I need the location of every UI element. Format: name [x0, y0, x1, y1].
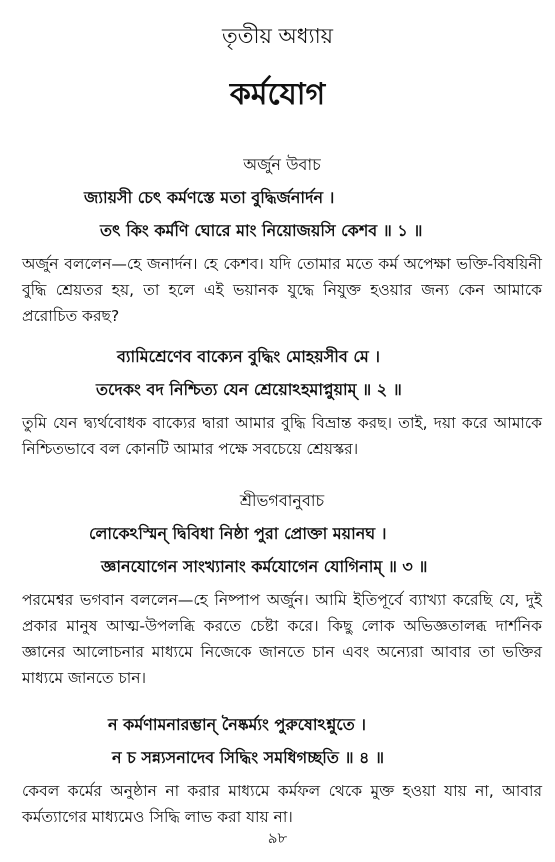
verse-line: জ্যায়সী চেৎ কর্মণস্তে মতা বুদ্ধির্জনার্দন ।	[84, 188, 335, 207]
verse-line: ন চ সন্ন্যসনাদেব সিদ্ধিং সমধিগচ্ছতি ॥ ৪ ॥	[112, 748, 385, 767]
verse-line: জ্ঞানযোগেন সাংখ্যানাং কর্মযোগেন যোগিনাম্ ॥ ৩ ॥	[101, 557, 428, 576]
chapter-title: কর্মযোগ	[229, 77, 326, 112]
verse-line: ন কর্মণামনারম্ভান্ নৈষ্কর্ম্যং পুরুষোঽশ্নুতে ।	[108, 715, 367, 734]
speaker-label: শ্রীভগবানুবাচ	[239, 491, 325, 510]
speaker-label: অর্জুন উবাচ	[243, 155, 321, 174]
verse-line: লোকেঽস্মিন্ দ্বিবিধা নিষ্ঠা পুরা প্রোক্তা ময়ানঘ ।	[89, 524, 387, 543]
verse-section-3	[22, 488, 542, 691]
translation-paragraph: পরমেশ্বর ভগবান বললেন—হে নিষ্পাপ অর্জুন। আমি ইতিপূর্বে ব্যাখ্যা করেছি যে, দুই প্রকার মানুষ আত্ম-উপলব্ধি করতে চেষ্টা করে। কিছু লোক অভিজ্ঞতালব্ধ দার্শনিক জ্ঞানের আলোচনার মাধ্যমে নিজেকে জানতে চান এবং অন্যেরা আবার তা ভক্তির মাধ্যমে জানতে চান।	[22, 591, 542, 687]
verse-section-2	[22, 344, 542, 462]
verse-line: তদেকং বদ নিশ্চিত্য যেন শ্রেয়োঽহমাপ্নুয়াম্ ॥ ২ ॥	[96, 380, 402, 399]
translation-paragraph: কেবল কর্মের অনুষ্ঠান না করার মাধ্যমে কর্মফল থেকে মুক্ত হওয়া যায় না, আবার কর্মত্যাগের মাধ্যমেও সিদ্ধি লাভ করা যায় না।	[22, 782, 542, 826]
chapter-heading: তৃতীয় অধ্যায়	[221, 24, 334, 48]
verse-section-4	[22, 712, 542, 830]
verse-section-1	[22, 152, 542, 329]
verse-line: তৎ কিং কর্মণি ঘোরে মাং নিয়োজয়সি কেশব ॥ ১ ॥	[100, 221, 423, 240]
page-number: ৯৮	[267, 829, 288, 847]
translation-paragraph: তুমি যেন দ্ব্যর্থবোধক বাক্যের দ্বারা আমার বুদ্ধি বিভ্রান্ত করছ। তাই, দয়া করে আমাকে নিশ্চিতভাবে বল কোনটি আমার পক্ষে সবচেয়ে শ্রেয়স্কর।	[22, 414, 542, 458]
translation-paragraph: অর্জুন বললেন—হে জনার্দন। হে কেশব। যদি তোমার মতে কর্ম অপেক্ষা ভক্তি-বিষয়িনী বুদ্ধি শ্রেয়তর হয়, তা হলে এই ভয়ানক যুদ্ধে নিযুক্ত হওয়ার জন্য কেন আমাকে প্ররোচিত করছ?	[22, 255, 542, 325]
verse-line: ব্যামিশ্রেণেব বাক্যেন বুদ্ধিং মোহয়সীব মে ।	[117, 347, 381, 366]
